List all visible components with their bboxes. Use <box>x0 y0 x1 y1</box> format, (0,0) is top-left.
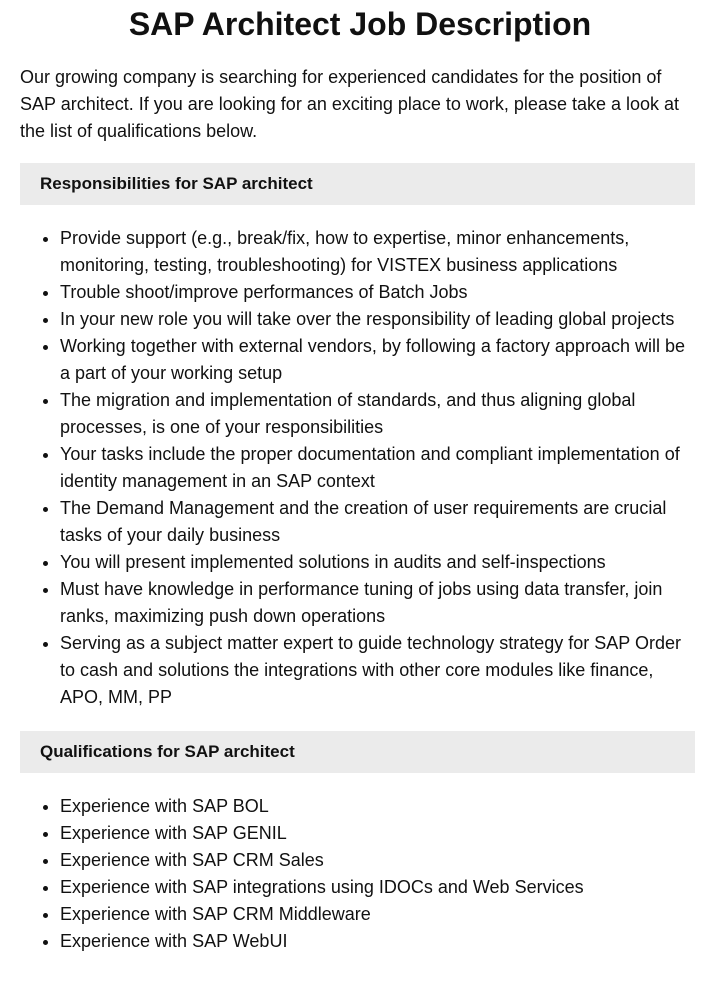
list-item: • The migration and implementation of standards, and thus aligning global processes, is one of your responsibilities <box>60 387 695 441</box>
list-item: • Experience with SAP BOL <box>60 793 695 820</box>
list-item: • In your new role you will take over the responsibility of leading global projects <box>60 306 695 333</box>
list-item: • Experience with SAP CRM Sales <box>60 847 695 874</box>
qualifications-heading: Qualifications for SAP architect <box>20 731 695 773</box>
page-title: SAP Architect Job Description <box>128 6 592 42</box>
list-item: • Trouble shoot/improve performances of Batch Jobs <box>60 279 695 306</box>
responsibilities-heading: Responsibilities for SAP architect <box>20 163 695 205</box>
list-item: • Experience with SAP WebUI <box>60 928 695 955</box>
intro-paragraph: Our growing company is searching for experienced candidates for the position of SAP architect. If you are looking for an exciting place to work, please take a look at the list of qualifications below. <box>20 67 680 141</box>
list-item: • The Demand Management and the creation of user requirements are crucial tasks of your daily business <box>60 495 695 549</box>
qualifications-list <box>20 793 695 955</box>
list-item: • You will present implemented solutions in audits and self-inspections <box>60 549 695 576</box>
responsibilities-list <box>20 225 695 711</box>
list-item: • Experience with SAP CRM Middleware <box>60 901 695 928</box>
list-item: • Experience with SAP integrations using IDOCs and Web Services <box>60 874 695 901</box>
list-item: • Serving as a subject matter expert to guide technology strategy for SAP Order to cash and solutions the integrations with other core modules like finance, APO, MM, PP <box>60 630 695 711</box>
list-item: • Your tasks include the proper documentation and compliant implementation of identity management in an SAP context <box>60 441 695 495</box>
list-item: • Provide support (e.g., break/fix, how to expertise, minor enhancements, monitoring, testing, troubleshooting) for VISTEX business applications <box>60 225 695 279</box>
list-item: • Must have knowledge in performance tuning of jobs using data transfer, join ranks, maximizing push down operations <box>60 576 695 630</box>
list-item: • Experience with SAP GENIL <box>60 820 695 847</box>
list-item: • Working together with external vendors, by following a factory approach will be a part of your working setup <box>60 333 695 387</box>
